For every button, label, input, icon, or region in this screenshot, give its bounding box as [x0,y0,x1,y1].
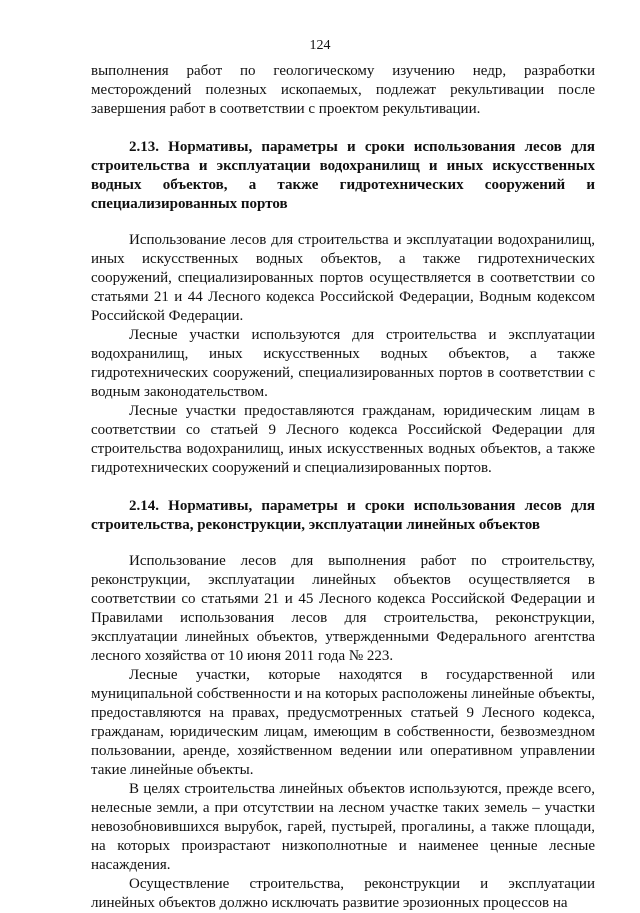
section-2-14-title: 2.14. Нормативы, параметры и сроки использования лесов для строительства, реконструкции, эксплуатации линейных объектов [91,498,595,533]
section-2-14-paragraph-1: Использование лесов для выполнения работ по строительству, реконструкции, эксплуатации линейных объектов осуществляется в соответствии со статьями 21 и 45 Лесного кодекса Российской Федерации и Правилами использования лесов для строительства, реконструкции, эксплуатации линейных объектов, утвержденными Федерального агентства лесного хозяйства от 10 июня 2011 года № 223. [91,553,595,664]
section-2-13-title: 2.13. Нормативы, параметры и сроки использования лесов для строительства и эксплуатации водохранилищ и иных искусственных водных объектов, а также гидротехнических сооружений и специализированных портов [91,139,595,212]
section-2-13-paragraph-3: Лесные участки предоставляются гражданам, юридическим лицам в соответствии со статьей 9 Лесного кодекса Российской Федерации для строительства водохранилищ, иных искусственных водных объектов, а также гидротехнических сооружений и специализированных портов. [91,403,595,476]
section-2-13-paragraph-1: Использование лесов для строительства и эксплуатации водохранилищ, иных искусственных водных объектов, а также гидротехнических сооружений, специализированных портов осуществляется в соответствии со статьями 21 и 44 Лесного кодекса Российской Федерации, Водным кодексом Российской Федерации. [91,232,595,324]
intro-paragraph: выполнения работ по геологическому изучению недр, разработки месторождений полезных ископаемых, подлежат рекультивации после завершения работ в соответствии с проектом рекультивации. [91,63,595,117]
page-content [91,62,595,913]
section-2-13-paragraph-2: Лесные участки используются для строительства и эксплуатации водохранилищ, иных искусственных водных объектов, а также гидротехнических сооружений, специализированных портов в соответствии с водным законодательством. [91,327,595,400]
section-2-14-paragraph-2: Лесные участки, которые находятся в государственной или муниципальной собственности и на которых расположены линейные объекты, предоставляются на правах, предусмотренных статьей 9 Лесного кодекса, гражданам, юридическим лицам, имеющим в собственности, безвозмездном пользовании, аренде, хозяйственном ведении или оперативном управлении такие линейные объекты. [91,667,595,778]
section-2-14-paragraph-3: В целях строительства линейных объектов используются, прежде всего, нелесные земли, а при отсутствии на лесном участке таких земель – участки невозобновившихся вырубок, гарей, пустырей, прогалины, а также площади, на которых произрастают низкополнотные и наименее ценные лесные насаждения. [91,781,595,873]
section-2-14-paragraph-4: Осуществление строительства, реконструкции и эксплуатации линейных объектов должно исключать развитие эрозионных процессов на [91,876,595,911]
page-number: 124 [309,38,331,53]
